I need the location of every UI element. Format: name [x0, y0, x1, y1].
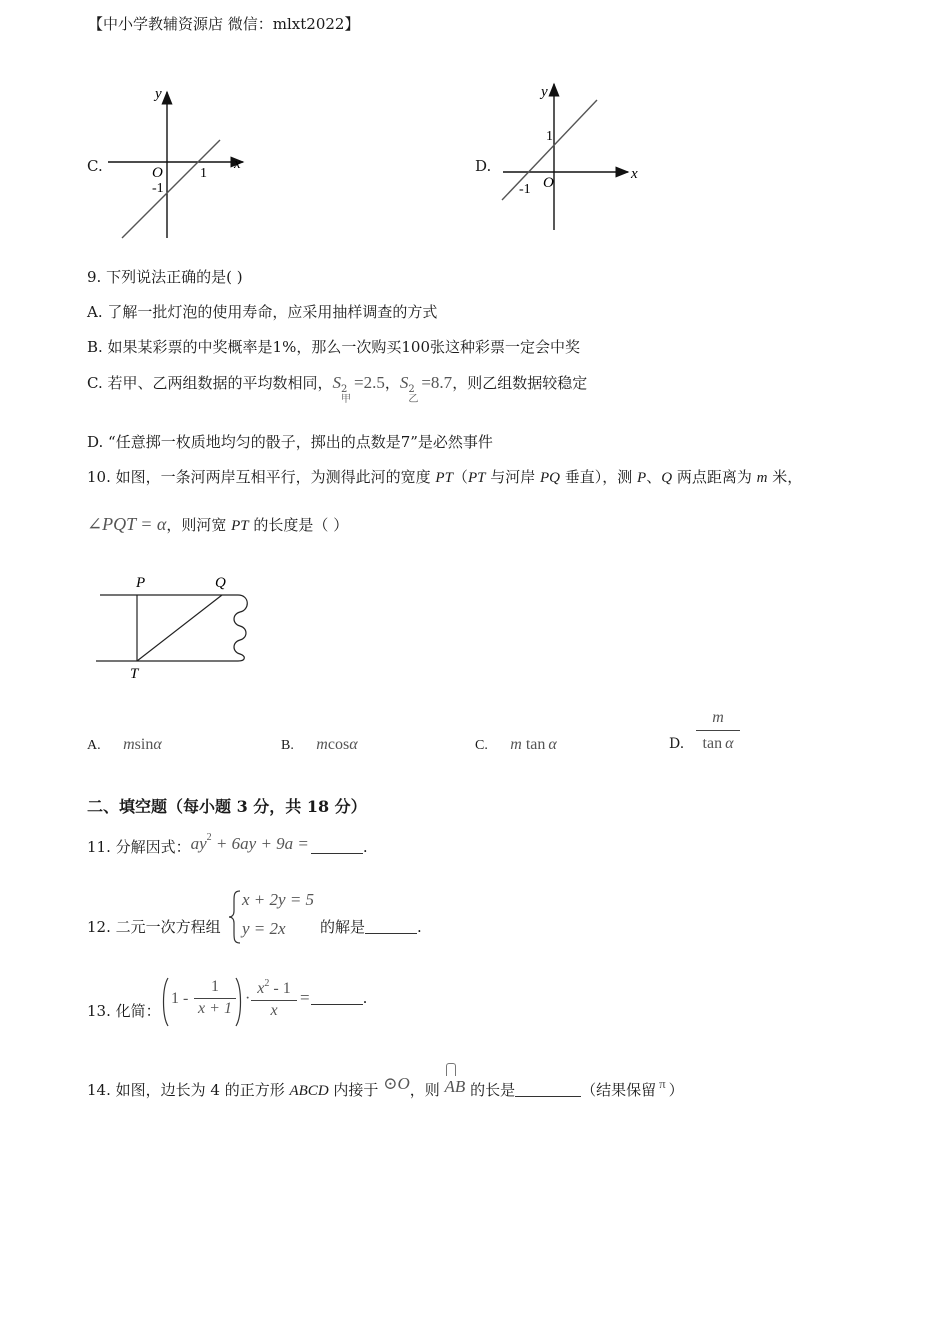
- q8-option-d-label: D.: [475, 157, 492, 175]
- y-intercept-label: -1: [152, 181, 164, 196]
- q14-b: 内接于: [328, 1081, 384, 1099]
- q11-rest: + 6ay + 9a =: [211, 834, 309, 853]
- q9-option-b: B. 如果某彩票的中奖概率是1%，那么一次购买100张这种彩票一定会中奖: [87, 338, 580, 356]
- q10-b-m: m: [316, 736, 328, 753]
- q13-den2: x: [270, 1002, 278, 1019]
- line-graph: [122, 140, 220, 238]
- segment-qt: [137, 595, 222, 661]
- q11-answer-blank[interactable]: [311, 839, 363, 854]
- point-q-label: Q: [215, 575, 226, 591]
- q11-expr: ay: [190, 834, 207, 853]
- q10-m: m: [756, 470, 768, 486]
- point-t-label: T: [130, 666, 139, 682]
- q10-s2a: ，则河宽: [166, 516, 232, 534]
- q10-a-fn: sin: [134, 736, 154, 753]
- q10-b-alpha: α: [349, 736, 358, 753]
- q13-num2-x: x: [257, 980, 265, 997]
- q14-d: 的长是: [465, 1081, 516, 1099]
- q10-d-numerator: m: [696, 709, 740, 731]
- q14-answer-blank[interactable]: [515, 1082, 581, 1097]
- q13-num2-sq: 2: [264, 978, 270, 989]
- q12-suffix: 的解是: [320, 918, 366, 936]
- q10-option-c: [475, 736, 557, 754]
- q9-c-sq1: 2: [340, 384, 348, 395]
- q12-equation-1: x + 2y = 5: [242, 890, 315, 909]
- q12-end: .: [417, 918, 422, 936]
- q9-c-s2: S: [399, 373, 409, 392]
- q10-option-d-fraction: [696, 709, 740, 753]
- q10-b-fn: cos: [327, 736, 350, 753]
- x-label: x: [631, 166, 638, 182]
- q10-stem-line1: [87, 466, 802, 487]
- q10-option-a: [87, 736, 162, 754]
- q10-pt: PT: [435, 470, 453, 486]
- q9-option-d: D. “任意掷一枚质地均匀的骰子，掷出的点数是7”是必然事件: [87, 433, 493, 451]
- q13-end: .: [362, 989, 368, 1007]
- q13-num1: 1: [194, 978, 236, 999]
- q10-pt3: PT: [231, 518, 249, 534]
- q10-s1g: 米，: [767, 468, 803, 486]
- q8-graph-d: [495, 76, 655, 236]
- q9-stem: 9. 下列说法正确的是( ): [87, 268, 243, 286]
- q10-option-d-label: D.: [669, 736, 685, 752]
- x-label: x: [234, 156, 241, 172]
- q12-suffix-wrap: [320, 916, 422, 937]
- q10-river-figure: [90, 570, 260, 685]
- q14-c: ，则: [409, 1081, 445, 1099]
- q10-a-m: m: [123, 736, 135, 753]
- q13-answer: [300, 988, 367, 1008]
- q9-c-sq2: 2: [408, 384, 415, 395]
- point-p-label: P: [136, 575, 146, 591]
- y-label: y: [155, 86, 162, 102]
- q9-c-prefix: C. 若甲、乙两组数据的平均数相同，: [87, 374, 333, 392]
- q12-brace: [228, 889, 242, 945]
- q9-option-c: [87, 372, 587, 405]
- q13-answer-blank[interactable]: [311, 990, 363, 1005]
- q9-c-suffix: ，则乙组数据较稳定: [452, 374, 588, 392]
- q10-a-label: A.: [87, 738, 101, 753]
- q9-c-sub-yi: 乙: [408, 394, 419, 405]
- q10-angle-expr: ∠PQT = α: [87, 514, 167, 534]
- q11-suffix: .: [362, 838, 368, 856]
- q10-a-alpha: α: [153, 736, 162, 753]
- q13-den1: x + 1: [198, 1000, 232, 1017]
- q14-a: 14. 如图，边长为 4 的正方形: [87, 1081, 290, 1099]
- q14-circle-o: ⊙O: [383, 1074, 410, 1093]
- q11: [87, 832, 368, 857]
- q8-option-c-label: C.: [87, 157, 103, 175]
- q10-s1f: 两点距离为: [672, 468, 757, 486]
- q9-c-val1: =2.5: [353, 373, 385, 392]
- q10-option-b: [281, 736, 358, 754]
- q10-s1b: （: [452, 468, 468, 486]
- q14-f: ）: [668, 1081, 684, 1099]
- x-intercept-label: 1: [200, 166, 207, 181]
- q10-b-label: B.: [281, 738, 294, 753]
- q14-e: （结果保留: [581, 1081, 657, 1099]
- q13-equals: =: [300, 988, 310, 1007]
- q13-fraction-1: [194, 978, 236, 1018]
- q10-p: P: [637, 470, 647, 486]
- q12-equation-2: y = 2x: [242, 919, 286, 938]
- q9-c-s1: S: [332, 373, 341, 392]
- q10-s1a: 10. 如图，一条河两岸互相平行，为测得此河的宽度: [87, 468, 436, 486]
- q13-num2-rest: - 1: [269, 980, 291, 997]
- origin-label: O: [543, 175, 554, 191]
- q13-prefix: 13. 化简：: [87, 1002, 161, 1020]
- q9-c-val2: =8.7: [421, 373, 453, 392]
- q11-sq: 2: [206, 832, 212, 843]
- q10-pt2: PT: [467, 470, 486, 486]
- q10-s2b: 的长度是（ ）: [248, 516, 349, 534]
- q10-c-fn: tan: [525, 736, 546, 753]
- origin-label: O: [152, 165, 163, 181]
- q10-c-label: C.: [475, 738, 488, 753]
- q14-abcd: ABCD: [289, 1083, 329, 1099]
- q10-stem-line2: [87, 514, 348, 535]
- q10-s1d: 垂直），测: [560, 468, 638, 486]
- river-end-curve: [234, 595, 247, 661]
- q10-c-alpha: α: [548, 736, 557, 753]
- q11-prefix: 11. 分解因式：: [87, 838, 191, 856]
- q10-s1e: 、: [646, 468, 662, 486]
- header-watermark: 【中小学教辅资源店 微信：mlxt2022】: [88, 15, 360, 33]
- x-intercept-label: -1: [519, 182, 531, 197]
- q13-dot: ·: [245, 990, 251, 1007]
- q14: [87, 1074, 684, 1100]
- q13-one-minus: 1 -: [171, 990, 189, 1007]
- y-intercept-label: 1: [546, 129, 553, 144]
- q13-fraction-2: [251, 978, 297, 1020]
- q14-arc-symbol: [446, 1063, 456, 1076]
- q10-q: Q: [661, 470, 673, 486]
- q10-s1c: 与河岸: [485, 468, 540, 486]
- section2-title: 二、填空题（每小题 3 分，共 18 分）: [87, 797, 367, 816]
- q10-d-alpha: α: [725, 735, 734, 752]
- q10-pq: PQ: [540, 470, 560, 486]
- q12-prefix: 12. 二元一次方程组: [87, 918, 221, 936]
- q10-c-m: m: [510, 736, 522, 753]
- y-label: y: [541, 84, 548, 100]
- q9-option-a: A. 了解一批灯泡的使用寿命，应采用抽样调查的方式: [87, 303, 438, 321]
- q10-d-fn: tan: [702, 735, 723, 752]
- q14-ab: AB: [444, 1077, 466, 1096]
- q14-pi: π: [659, 1076, 666, 1091]
- q12-answer-blank[interactable]: [365, 919, 417, 934]
- q9-c-comma: ，: [384, 374, 400, 392]
- q8-graph-c: [100, 80, 260, 245]
- q9-c-sub-jia: 甲: [340, 394, 351, 405]
